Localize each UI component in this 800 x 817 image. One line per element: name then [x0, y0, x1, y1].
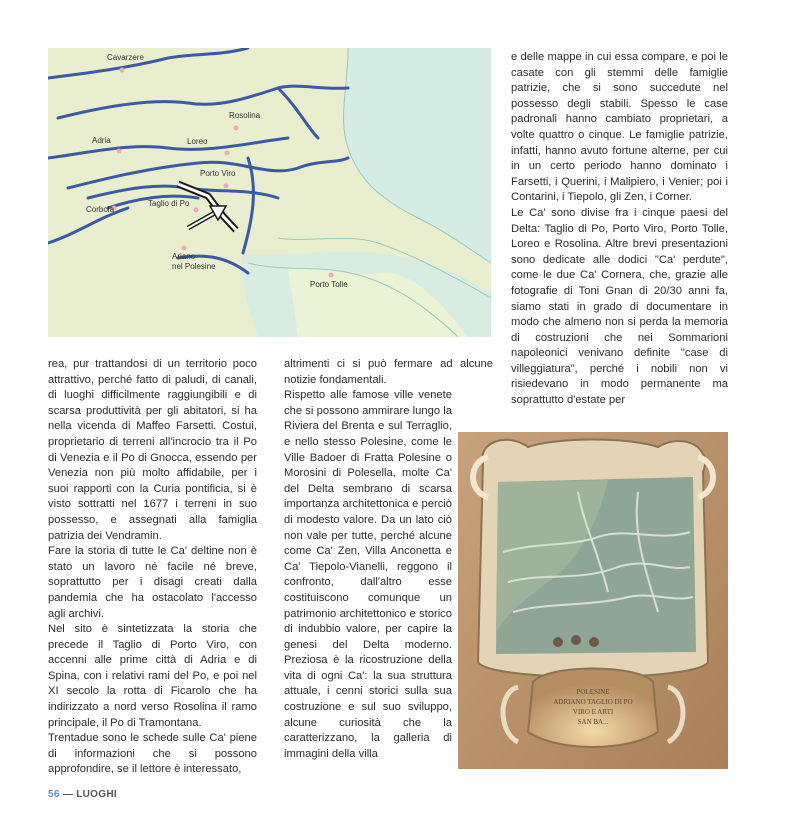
- map-label-porto-tolle: Porto Tolle: [310, 280, 348, 289]
- map-label-ariano-polesine: nel Polesine: [172, 262, 216, 271]
- text-column-3: [511, 50, 728, 409]
- cartouche-line-4: SAN BA...: [577, 718, 609, 726]
- map-label-rosolina: Rosolina: [229, 111, 261, 120]
- map-label-cavarzere: Cavarzere: [107, 53, 144, 62]
- map-label-porto-viro: Porto Viro: [200, 169, 236, 178]
- paragraph: Le Ca' sono divise fra i cinque paesi del Delta: Taglio di Po, Porto Viro, Porto Tolle, Loreo e Rosolina. Altre brevi presentazioni sono dedicate alle dodici "Ca' perdute", come le due Ca' Cornera, che, grazie alle fotografie di Toni Gnan di 20/30 anni fa, siamo stati in grado di documentare in modo che almeno non si perda la memoria di costruzioni che nei Sommarioni napoleonici venivano definite "case di villeggiatura", perché i nobili non vi risiedevano in modo permanente ma soprattutto d'estate per: [511, 206, 728, 407]
- fresco-photo: [458, 432, 728, 769]
- paragraph: Nel sito è sintetizzata la storia che precede il Taglio di Porto Viro, con accenni alle prime città di Adria e di Spina, con i relativi rami del Po, e poi nel XI secolo la rotta di Ficarolo che ha indirizzato a nord verso Rosolina il ramo principale, il Po di Tramontana.: [48, 623, 257, 729]
- paragraph: Trentadue sono le schede sulle Ca' piene di informazioni che si possono approfondire, se il lettore è interessato,: [48, 732, 257, 776]
- section-name: LUOGHI: [76, 789, 117, 800]
- map-label-loreo: Loreo: [187, 137, 208, 146]
- paragraph: Fare la storia di tutte le Ca' deltine non è stato un lavoro né facile né breve, soprattutto per i disagi creati dalla pandemia che ha ostacolato l'accesso agli archivi.: [48, 545, 257, 620]
- paragraph: rea, pur trattandosi di un territorio poco attrattivo, perché fatto di paludi, di canali, di luoghi difficilmente raggiungibili e di scarsa produttività per gli abitatori, si ha nella vicenda di Maffeo Farsetti. Costui, proprietario di terreni all'incrocio tra il Po di Venezia e il Po di Gnocca, essendo per Venezia non più molto affidabile, per i suoi rapporti con la Curia pontificia, si è visto sottratti nel 1677 i terreni in suo possesso, e assegnati alla famiglia patrizia dei Vendramin.: [48, 358, 257, 542]
- map-label-taglio-di-po: Taglio di Po: [148, 199, 190, 208]
- cartouche-line-1: POLESINE: [576, 688, 610, 696]
- cartouche-line-2: ADRIANO TAGLIO DI PO: [553, 698, 633, 706]
- fresco-drawing: [458, 432, 728, 769]
- map-label-adria: Adria: [92, 136, 111, 145]
- delta-map: [48, 48, 491, 337]
- map-label-corbola: Corbola: [86, 205, 115, 214]
- paragraph: Rispetto alle famose ville venete che si possono ammirare lungo la Riviera del Brenta e sul Terraglio, e nello stesso Polesine, come le Ville Badoer di Fratta Polesine o Morosini di Polesella, molte Ca' del Delta sembrano di scarsa importanza architettonica e perciò di modesto valore. Da un lato ciò non vale per tutte, perché alcune come Ca' Zen, Villa Anconetta e Ca' Tiepolo-Vianelli, reggono il confronto, dall'altro esse costituiscono comunque un patrimonio architettonico e storico di indubbio valore, per capire la genesi del Delta moderno. Preziosa è la ricostruzione della vita di ogni Ca': la sua struttura attuale, i cenni storici sulla sua costruzione e sul suo sviluppo, alcune curiosità che la caratterizzano, la galleria di immagini della villa: [284, 389, 452, 760]
- paragraph: e delle mappe in cui essa compare, e poi le casate con gli stemmi delle famiglie patrizie, che si sono succedute nel possesso degli stabili. Spesso le case padronali hanno cambiato proprietari, a volte quattro o cinque. Le famiglie patrizie, infatti, hanno avuto fortune alterne, per cui in un certo periodo hanno dominato i Farsetti, i Querini, i Malipiero, i Venier; poi i Contarini, i Tiepolo, gli Zen, i Corner.: [511, 51, 728, 204]
- paragraph: altrimenti ci si può fermare ad alcune notizie fondamentali.: [284, 358, 493, 386]
- cartouche-line-3: VIRO E ARTI: [572, 708, 614, 716]
- map-drawing: [48, 48, 491, 337]
- text-column-1: [48, 357, 257, 778]
- page-footer: [48, 789, 117, 800]
- footer-separator: —: [62, 789, 74, 800]
- page-number: 56: [48, 789, 60, 800]
- map-label-ariano: Ariano: [172, 252, 196, 261]
